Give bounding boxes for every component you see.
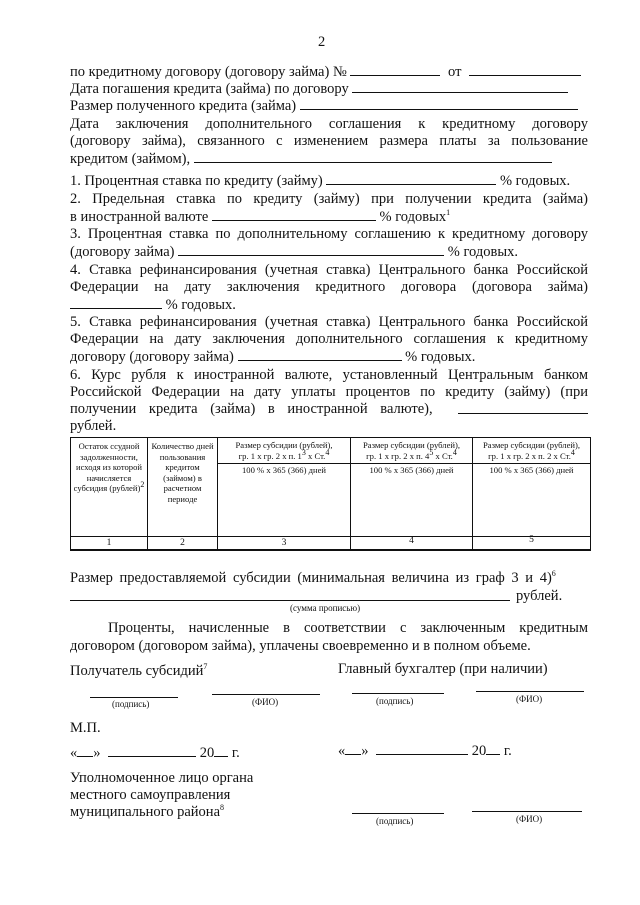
item-6-line2: Российской Федерации на дату уплаты процентов по кредиту (займу) (при bbox=[70, 384, 588, 400]
table-col-3-number: 3 bbox=[281, 538, 287, 548]
item-6-blank bbox=[458, 401, 588, 414]
received-amount-line bbox=[70, 97, 578, 115]
page-number: 2 bbox=[318, 34, 326, 50]
authorized-line2: местного самоуправления bbox=[70, 787, 231, 803]
sum-in-words-caption: (сумма прописью) bbox=[290, 603, 361, 613]
table-col-1-number: 1 bbox=[106, 538, 112, 548]
received-amount-blank bbox=[300, 97, 578, 110]
recipient-signature-caption: (подпись) bbox=[112, 699, 150, 709]
item-6-line3: получении кредита (займа) в иностранной валюте), bbox=[70, 401, 588, 418]
table-col-3-header: Размер субсидии (рублей), гр. 1 х гр. 2 х п. $1^3$ х Ст.$^4$ bbox=[235, 440, 333, 461]
accountant-date: « » 20 г. bbox=[338, 743, 512, 759]
authorized-signature-caption: (подпись) bbox=[376, 816, 414, 826]
item-6-line1: 6. Курс рубля к иностранной валюте, установленный Центральным банком bbox=[70, 367, 588, 383]
authorized-line3: муниципального района$^8$ bbox=[70, 803, 224, 820]
additional-agreement-line2: (договору займа), связанного с изменением размера платы за пользование bbox=[70, 133, 588, 149]
item-4-line1: 4. Ставка рефинансирования (учетная ставка) Центрального банка Российской bbox=[70, 262, 588, 278]
footnote-1: 1 bbox=[446, 208, 451, 218]
footnote-8: 8 bbox=[220, 803, 224, 813]
recipient-date: « » 20 г. bbox=[70, 745, 240, 761]
interest-paid-line2: договором (договором займа), уплачены своевременно и в полном объеме. bbox=[70, 638, 531, 654]
item-4-blank bbox=[70, 296, 162, 309]
item-3-line1: 3. Процентная ставка по дополнительному соглашению к кредитному договору bbox=[70, 226, 588, 242]
additional-agreement-line3: кредитом (займом), bbox=[70, 150, 552, 168]
item-2-blank bbox=[212, 208, 376, 221]
received-amount-label: Размер полученного кредита (займа) bbox=[70, 98, 297, 114]
footnote-7: 7 bbox=[203, 662, 208, 672]
agreement-date-blank bbox=[469, 63, 581, 76]
table-col-1-header: Остаток ссудной задолженности, исходя из которой начисляется субсидия (рублей)$^2$ bbox=[73, 441, 145, 493]
item-1: 1. Процентная ставка по кредиту (займу) % годовых. bbox=[70, 173, 571, 189]
table-col-4 bbox=[351, 438, 473, 550]
chief-accountant-label: Главный бухгалтер (при наличии) bbox=[338, 661, 548, 677]
item-5-line3: договору (договору займа) % годовых. bbox=[70, 349, 476, 365]
authorized-signature-line bbox=[352, 813, 444, 814]
table-col-5 bbox=[473, 438, 590, 550]
interest-paid-line1: Проценты, начисленные в соответствии с заключенным кредитным bbox=[108, 620, 588, 636]
table-col-4-header: Размер субсидии (рублей), гр. 1 х гр. 2 х п. $4^5$ х Ст.$^4$ bbox=[362, 440, 461, 461]
recipient-name-caption: (ФИО) bbox=[252, 697, 279, 707]
subsidy-amount-line: Размер предоставляемой субсидии (минимальная величина из граф 3 и 4)$^6$ bbox=[70, 569, 556, 586]
table-col-5-header: Размер субсидии (рублей), гр. 1 х гр. 2 х п. 2 х Ст.$^4$ bbox=[482, 440, 581, 461]
subsidy-amount-blank bbox=[70, 600, 510, 601]
authorized-name-caption: (ФИО) bbox=[516, 814, 543, 824]
item-2-line2: в иностранной валюте % годовых$^1$ bbox=[70, 208, 451, 225]
recipient-signature-line bbox=[90, 697, 178, 698]
table-col-4-formula: 100 % х 365 (366) дней bbox=[369, 465, 454, 475]
table-col-2-number: 2 bbox=[180, 538, 185, 548]
agreement-number-blank bbox=[350, 63, 440, 76]
item-1-blank bbox=[326, 172, 496, 185]
credit-agreement-label: по кредитному договору (договору займа) № bbox=[70, 64, 347, 80]
authorized-name-line bbox=[472, 811, 582, 812]
table-col-2-header: Количество дней пользования кредитом (займом) в расчетном периоде bbox=[151, 441, 214, 504]
table-col-1 bbox=[71, 438, 148, 550]
additional-agreement-blank bbox=[194, 150, 552, 163]
stamp-label: М.П. bbox=[70, 720, 101, 736]
subsidy-rubles: рублей. bbox=[516, 588, 563, 604]
accountant-name-line bbox=[476, 691, 584, 692]
from-label: от bbox=[448, 64, 462, 80]
table-col-4-number: 4 bbox=[409, 536, 414, 546]
accountant-signature-caption: (подпись) bbox=[376, 696, 414, 706]
table-col-3-formula: 100 % х 365 (366) дней bbox=[242, 465, 326, 475]
accountant-name-caption: (ФИО) bbox=[516, 694, 543, 704]
additional-agreement-line1: Дата заключения дополнительного соглашения к кредитному договору bbox=[70, 116, 588, 132]
recipient-label: Получатель субсидий$^7$ bbox=[70, 662, 208, 679]
repayment-date-blank bbox=[352, 80, 568, 93]
authorized-line1: Уполномоченное лицо органа bbox=[70, 770, 254, 786]
table-col-5-formula: 100 % х 365 (366) дней bbox=[489, 465, 574, 475]
item-2-line1: 2. Предельная ставка по кредиту (займу) при получении кредита (займа) bbox=[70, 191, 588, 207]
item-6-line4: рублей. bbox=[70, 418, 117, 434]
recipient-name-line bbox=[212, 694, 320, 695]
item-3-line2: (договору займа) % годовых. bbox=[70, 244, 518, 260]
item-5-line2: Федерации на дату заключения дополнительного соглашения к кредитному bbox=[70, 331, 588, 347]
repayment-date-label: Дата погашения кредита (займа) по договору bbox=[70, 81, 349, 97]
table-col-2 bbox=[148, 438, 218, 550]
credit-agreement-line bbox=[70, 63, 581, 81]
subsidy-table bbox=[70, 437, 591, 551]
item-5-line1: 5. Ставка рефинансирования (учетная ставка) Центрального банка Российской bbox=[70, 314, 588, 330]
repayment-date-line bbox=[70, 80, 568, 98]
item-5-blank bbox=[238, 348, 402, 361]
item-3-blank bbox=[178, 243, 444, 256]
item-4-line2: Федерации на дату заключения кредитного договора (договора займа) bbox=[70, 279, 588, 295]
table-col-5-number: 5 bbox=[529, 535, 534, 545]
table-col-3 bbox=[218, 438, 351, 550]
footnote-6: 6 bbox=[551, 569, 556, 579]
item-4-line3: % годовых. bbox=[70, 296, 236, 314]
accountant-signature-line bbox=[352, 693, 444, 694]
